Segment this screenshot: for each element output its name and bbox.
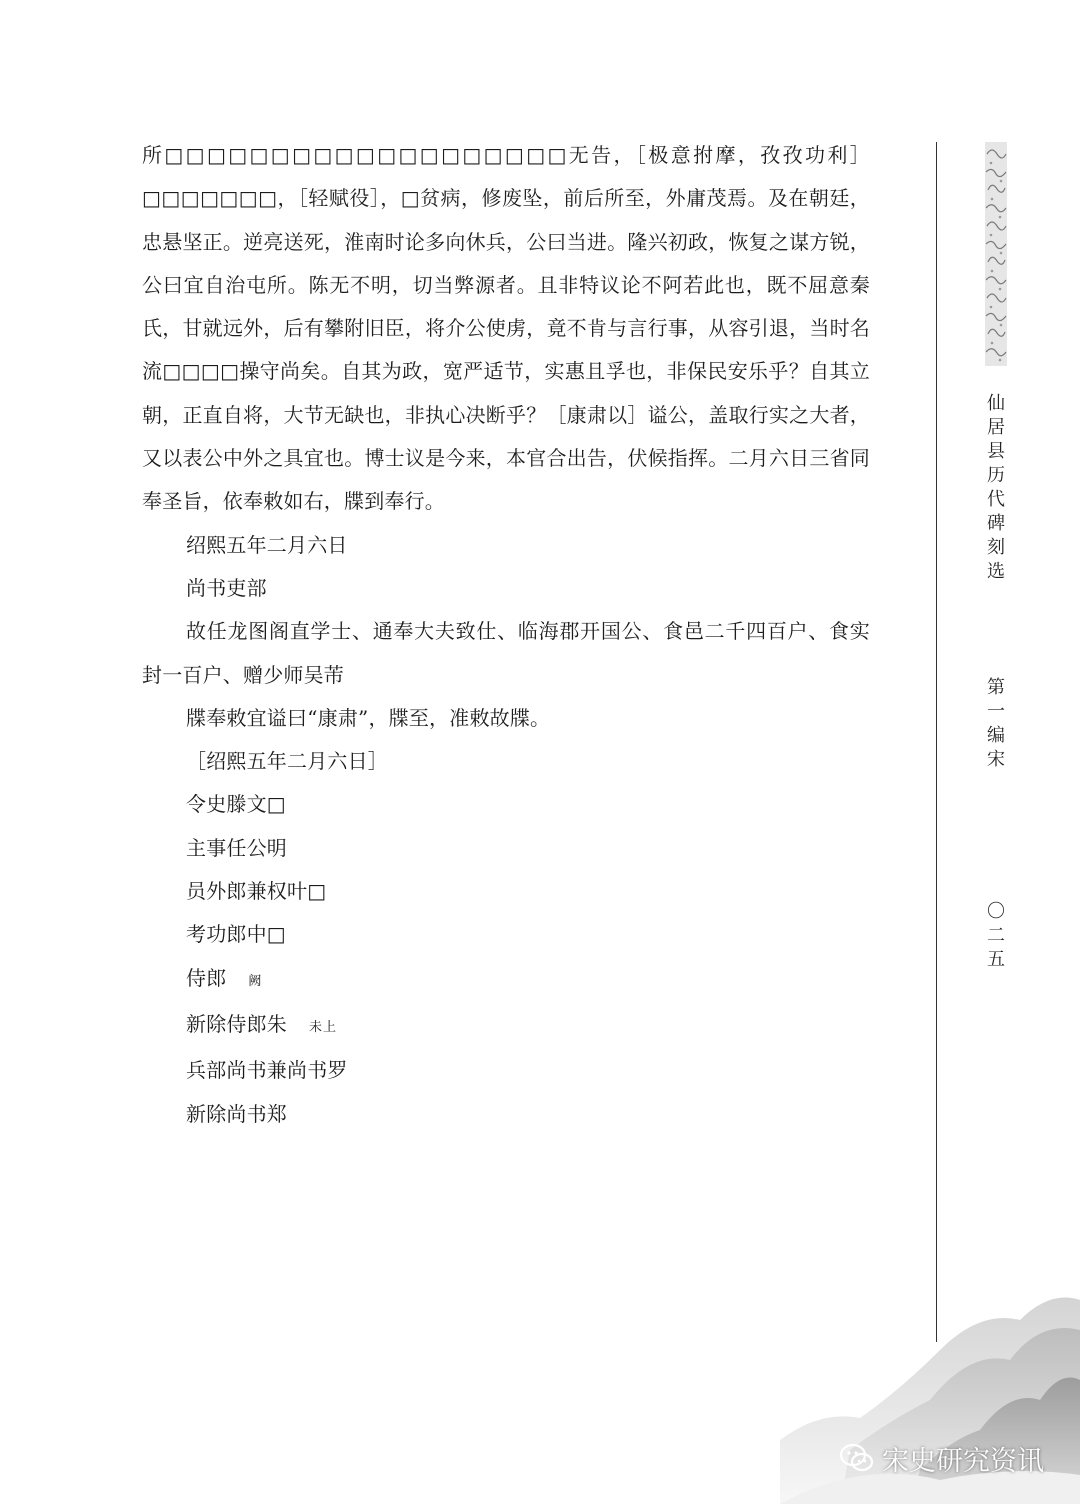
wechat-icon (840, 1443, 874, 1473)
signatory-note: 未上 (309, 1019, 338, 1035)
signatory-name: 主事任公明 (186, 835, 287, 860)
section-label: 第一编 宋 (987, 677, 1023, 770)
signatory-name: 新除侍郎朱 (186, 1011, 287, 1036)
signatory-name: 考功郎中□ (186, 922, 286, 947)
signatory-line (142, 783, 870, 826)
wechat-watermark (840, 1436, 1044, 1480)
main-text (142, 134, 870, 1136)
signatory-line (142, 827, 870, 870)
book-title: 仙居县历代碑刻选 (987, 393, 1005, 582)
margin-rule (936, 142, 937, 1342)
signatory-name: 员外郎兼权叶□ (186, 879, 327, 904)
signatory-name: 侍郎 (186, 965, 227, 990)
signatory-name: 令史滕文□ (186, 792, 286, 817)
watermark-text: 宋史研究资讯 (882, 1445, 1044, 1477)
signatory-note: 阙 (248, 973, 263, 989)
signatory-name: 兵部尚书兼尚书罗 (186, 1058, 348, 1083)
signatory-line (142, 1093, 870, 1136)
paragraph: 所□□□□□□□□□□□□□□□□□□□无告，［极意拊摩，孜孜功利］□□□□□□□，［轻赋役］，□贫病，修废坠，前后所至，外庸茂焉。及在朝廷，忠悬坚正。逆亮送死，淮南时论多向休兵，公曰当进。隆兴初政，恢复之谋方锐，公曰宜自治屯所。陈无不明，切当弊源者。且非特议论不阿若此也，既不屈意秦氏，甘就远外，后有攀附旧臣，将介公使虏，竟不肯与言行事，从容引退，当时名流□□□□操守尚矣。自其为政，宽严适节，实惠且孚也，非保民安乐乎？自其立朝，正直自将，大节无缺也，非执心决断乎？［康肃以］谥公，盖取行实之大者，又以表公中外之具宜也。博士议是今来，本官合出告，伏候指挥。二月六日三省同奉圣旨，依奉敕如右，牒到奉行。 (142, 143, 870, 514)
paragraph: 绍熙五年二月六日 (186, 532, 348, 557)
signatory-line (142, 1049, 870, 1092)
cloud-pattern-decoration (985, 142, 1007, 366)
paragraph: 牒奉敕宜谥曰“康肃”，牒至，准敕故牒。 (186, 705, 551, 730)
paragraph: 故任龙图阁直学士、通奉大夫致仕、临海郡开国公、食邑二千四百户、食实封一百户、赠少师吴芾 (142, 619, 870, 687)
signatory-line (142, 913, 870, 956)
signatory-line (142, 957, 870, 1003)
signatory-name: 新除尚书郑 (186, 1101, 287, 1126)
paragraph: ［绍熙五年二月六日］ (186, 749, 388, 774)
signatory-line (142, 870, 870, 913)
paragraph: 尚书吏部 (186, 575, 267, 600)
signatory-line (142, 1003, 870, 1049)
page-number: 〇二五 (987, 901, 1005, 970)
